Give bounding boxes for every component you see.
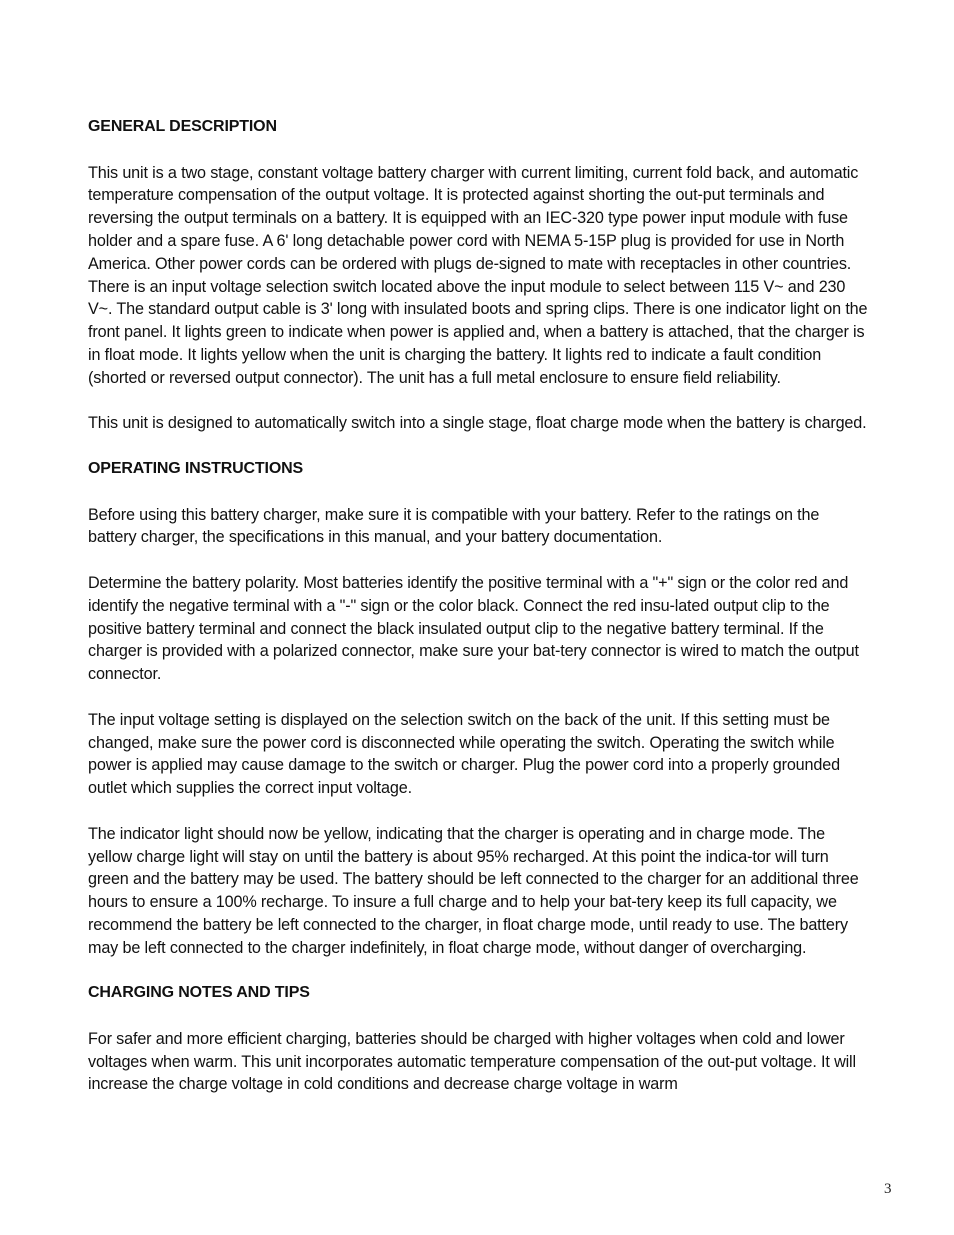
paragraph: Before using this battery charger, make sure it is compatible with your battery. Refer to the ratings on the battery charger, the specifications in this manual, and your battery documentation. xyxy=(88,505,820,547)
paragraph: Determine the battery polarity. Most batteries identify the positive terminal with a "+" sign or the color red and identify the negative terminal with a "-" sign or the color black. Connect the red insu-lated output clip to the positive battery terminal and connect the black insulated output clip to the negative battery terminal. If the charger is provided with a polarized connector, make sure your bat-tery connector is wired to match the output connector. xyxy=(88,573,859,684)
paragraph: The input voltage setting is displayed on the selection switch on the back of the unit. If this setting must be changed, make sure the power cord is disconnected while operating the switch. Operating the switch while power is applied may cause damage to the switch or charger. Plug the power cord into a properly grounded outlet which supplies the correct input voltage. xyxy=(88,710,840,798)
section-charging-notes-and-tips xyxy=(88,982,868,1096)
paragraph: For safer and more efficient charging, batteries should be charged with higher voltages when cold and lower voltages when warm. This unit incorporates automatic temperature compensation of the out-put voltage. It will increase the charge voltage in cold conditions and decrease charge voltage in warm xyxy=(88,1029,856,1094)
section-heading: OPERATING INSTRUCTIONS xyxy=(88,459,304,477)
section-operating-instructions xyxy=(88,458,868,960)
section-general-description xyxy=(88,116,868,435)
page-content xyxy=(88,116,868,1096)
paragraph: This unit is designed to automatically switch into a single stage, float charge mode when the battery is charged. xyxy=(88,414,867,433)
paragraph: This unit is a two stage, constant voltage battery charger with current limiting, current fold back, and automatic temperature compensation of the output voltage. It is protected against shorting the out-put terminals and reversing the output terminals on a battery. It is equipped with an IEC-320 type power input module with fuse holder and a spare fuse. A 6' long detachable power cord with NEMA 5-15P plug is provided for use in North America. Other power cords can be ordered with plugs de-signed to mate with receptacles in other countries. There is an input voltage selection switch located above the input module to select between 115 V~ and 230 V~. The standard output cable is 3' long with insulated boots and spring clips. There is one indicator light on the front panel. It lights green to indicate when power is applied and, when a battery is attached, that the charger is in float mode. It lights yellow when the unit is charging the battery. It lights red to indicate a fault condition (shorted or reversed output connector). The unit has a full metal enclosure to ensure field reliability. xyxy=(88,163,868,387)
page-number: 3 xyxy=(884,1181,892,1197)
section-heading: CHARGING NOTES AND TIPS xyxy=(88,984,310,1002)
paragraph: The indicator light should now be yellow, indicating that the charger is operating and in charge mode. The yellow charge light will stay on until the battery is about 95% recharged. At this point the indica-tor will turn green and the battery may be used. The battery should be left connected to the charger for an additional three hours to ensure a 100% recharge. To insure a full charge and to help your bat-tery keep its full capacity, we recommend the battery be left connected to the charger, in float charge mode, until ready to use. The battery may be left connected to the charger indefinitely, in float charge mode, without danger of overcharging. xyxy=(88,824,859,957)
section-heading: GENERAL DESCRIPTION xyxy=(88,118,277,135)
